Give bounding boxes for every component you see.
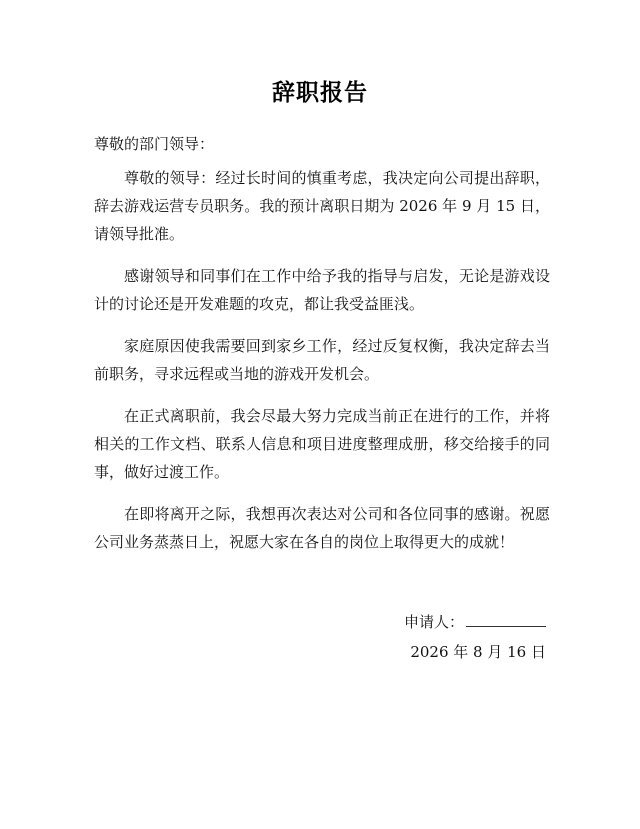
applicant-signature-line <box>404 610 546 634</box>
paragraph: 在即将离开之际，我想再次表达对公司和各位同事的感谢。祝愿公司业务蒸蒸日上，祝愿大家在各自的岗位上取得更大的成就！ <box>94 505 550 551</box>
paragraph: 家庭原因使我需要回到家乡工作，经过反复权衡，我决定辞去当前职务，寻求远程或当地的游戏开发机会。 <box>94 337 550 383</box>
paragraph: 尊敬的领导：经过长时间的慎重考虑，我决定向公司提出辞职，辞去游戏运营专员职务。我的预计离职日期为 2026 年 9 月 15 日，请领导批准。 <box>94 169 550 243</box>
signature-blank <box>466 610 546 627</box>
salutation: 尊敬的部门领导： <box>94 135 215 153</box>
signature-date: 2026 年 8 月 16 日 <box>410 643 546 661</box>
paragraph: 感谢领导和同事们在工作中给予我的指导与启发，无论是游戏设计的讨论还是开发难题的攻克，都让我受益匪浅。 <box>94 267 550 313</box>
letter-body <box>94 130 550 570</box>
document-title: 辞职报告 <box>272 80 368 106</box>
paragraph: 在正式离职前，我会尽最大努力完成当前正在进行的工作，并将相关的工作文档、联系人信息和项目进度整理成册，移交给接手的同事，做好过渡工作。 <box>94 407 550 481</box>
applicant-label: 申请人： <box>403 613 464 631</box>
